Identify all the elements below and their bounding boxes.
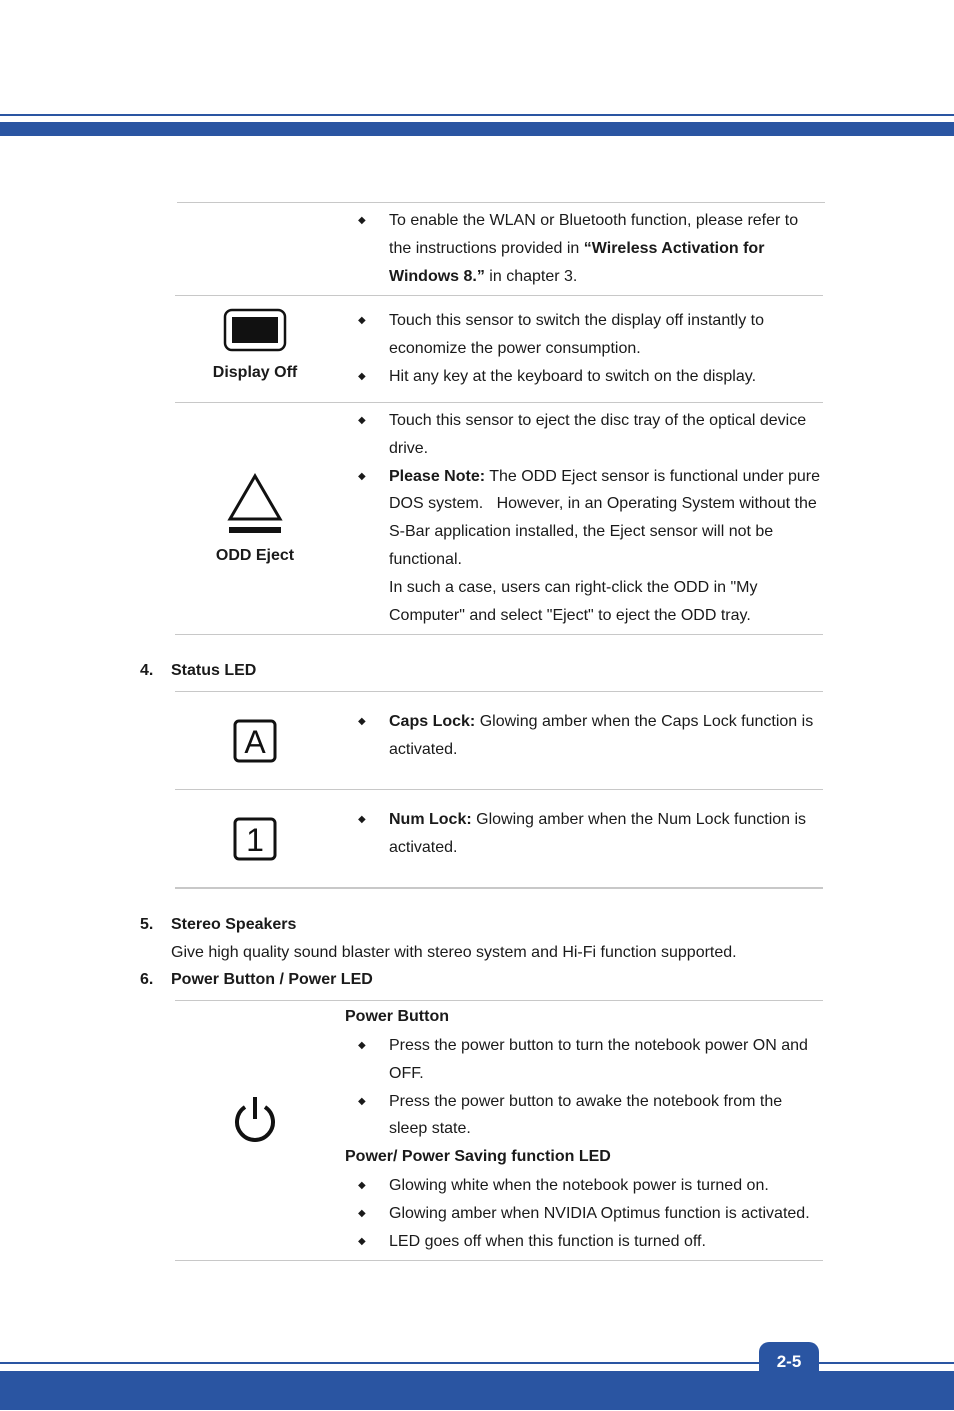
display-off-bullet: Hit any key at the keyboard to switch on the display. <box>389 367 757 385</box>
power-button-bullet: Press the power button to awake the notebook from the sleep state. <box>389 1092 783 1138</box>
power-button-bullet: Press the power button to turn the notebook power ON and OFF. <box>389 1037 808 1082</box>
bullet-icon: ◆ <box>358 1207 366 1219</box>
odd-eject-text <box>358 407 825 629</box>
section-body: Give high quality sound blaster with stereo system and Hi-Fi function supported. <box>171 944 737 961</box>
table-divider <box>175 295 823 296</box>
caps-lock-label: Caps Lock: <box>389 713 476 730</box>
table-divider <box>175 402 823 403</box>
display-off-icon <box>223 308 287 352</box>
num-lock-label: Num Lock: <box>389 811 472 828</box>
section-number: 4. <box>140 662 154 679</box>
power-led-bullet: Glowing amber when NVIDIA Optimus function is activated. <box>389 1204 810 1222</box>
table-divider <box>175 789 823 790</box>
table-divider <box>175 1260 823 1261</box>
power-button-text <box>358 1032 821 1143</box>
table-divider <box>175 1000 823 1001</box>
header-rule-thin <box>0 114 954 116</box>
bullet-icon: ◆ <box>358 415 366 426</box>
power-led-text <box>358 1172 829 1255</box>
note-extra: In such a case, users can right-click the ODD in "My Computer" and select "Eject" to eject the ODD tray. <box>389 578 758 624</box>
num-lock-glyph: 1 <box>246 822 264 858</box>
wlan-reference: “Wireless Activation for Windows 8.” <box>389 239 765 285</box>
caps-lock-description: Glowing amber when the Caps Lock function is activated. <box>389 713 814 758</box>
bullet-icon: ◆ <box>358 814 366 825</box>
wlan-text: To enable the WLAN or Bluetooth function, please refer to the instructions provided in <box>389 212 799 257</box>
display-off-text <box>358 307 821 390</box>
section-title: Status LED <box>171 662 257 679</box>
bullet-icon: ◆ <box>358 470 366 482</box>
bullet-icon: ◆ <box>358 716 366 727</box>
odd-eject-cell <box>175 472 335 565</box>
caps-lock-cell <box>175 719 335 768</box>
bullet-icon: ◆ <box>358 315 366 326</box>
odd-eject-label: ODD Eject <box>215 547 295 564</box>
num-lock-cell <box>175 817 335 866</box>
bullet-icon: ◆ <box>358 1235 366 1247</box>
num-lock-icon <box>233 817 277 861</box>
display-off-label: Display Off <box>212 364 298 381</box>
note-label: Please Note: <box>389 467 486 485</box>
bullet-icon: ◆ <box>358 1040 366 1051</box>
power-button-heading: Power Button <box>345 1008 449 1025</box>
section-title: Power Button / Power LED <box>171 971 373 988</box>
eject-icon <box>225 472 285 538</box>
bullet-icon: ◆ <box>358 1180 366 1191</box>
power-led-bullet: Glowing white when the notebook power is turned on. <box>389 1177 769 1194</box>
wlan-row-text <box>358 207 821 290</box>
caps-lock-text <box>358 708 821 764</box>
page-number: 2-5 <box>759 1342 819 1382</box>
wlan-chapter: in chapter 3. <box>484 267 578 285</box>
odd-eject-bullet: Touch this sensor to eject the disc tray of the optical device drive. <box>389 412 807 457</box>
display-off-cell <box>175 308 335 382</box>
caps-lock-glyph: A <box>244 724 266 760</box>
header-rule-thick <box>0 122 954 136</box>
caps-lock-icon <box>233 719 277 763</box>
power-icon <box>231 1095 279 1145</box>
num-lock-description: Glowing amber when the Num Lock function is activated. <box>389 811 807 856</box>
bullet-icon: ◆ <box>358 215 366 226</box>
table-divider <box>175 691 823 692</box>
power-cell <box>175 1095 335 1150</box>
section-number: 6. <box>140 971 154 988</box>
num-lock-text <box>358 806 821 862</box>
table-divider <box>177 202 825 203</box>
power-led-heading: Power/ Power Saving function LED <box>345 1148 611 1165</box>
bullet-icon: ◆ <box>358 1095 366 1107</box>
power-led-bullet: LED goes off when this function is turned off. <box>389 1232 706 1250</box>
section-title: Stereo Speakers <box>171 916 297 933</box>
bullet-icon: ◆ <box>358 370 366 382</box>
note-text: The ODD Eject sensor is functional under pure DOS system. However, in an Operating System without the S-Bar application installed, the Eject sensor will not be functional. <box>389 467 825 568</box>
table-divider <box>175 634 823 635</box>
section-number: 5. <box>140 916 154 933</box>
table-divider <box>175 887 823 889</box>
display-off-bullet: Touch this sensor to switch the display off instantly to economize the power consumption. <box>389 312 765 357</box>
